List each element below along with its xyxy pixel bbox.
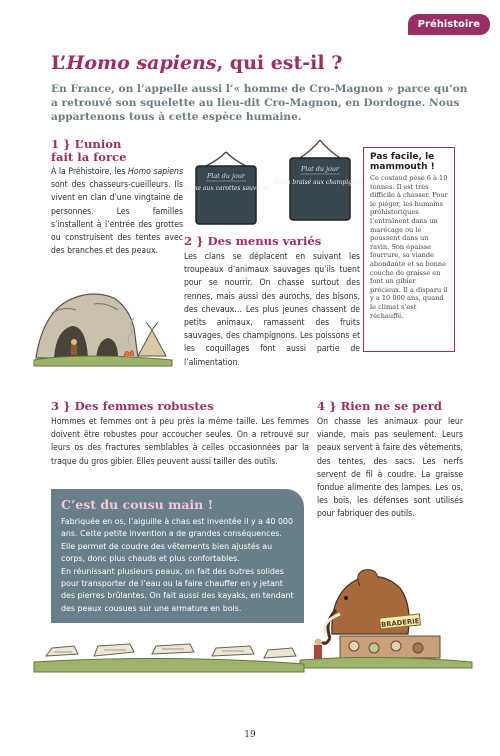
menu-board-1-line-1: Plat du jour bbox=[207, 172, 245, 180]
text-italic: Homo sapiens bbox=[128, 167, 183, 177]
mammoth-braderie-illustration bbox=[300, 564, 472, 670]
heading-line-1: 1 } L’union bbox=[51, 137, 122, 151]
section-text: Les clans se déplacent en suivant les troupeaux d’animaux sauvages qu’ils tuent pour se nourrir. On chasse surtout des rennes, mais aussi des aurochs, des bisons, des chevaux… Les plus jeunes chassent de petits animaux, ramassent des fruits sauvages, des champignons. Les poissons et les coquillages font aussi partie de l’alimentation. bbox=[184, 252, 360, 368]
title-prefix: L’ bbox=[51, 52, 67, 74]
section-text: On chasse les animaux pour leur viande, mais pas seulement. Leurs peaux servent à faire des vêtements, des tentes, des sacs. Les nerfs servent de fil à coudre. La graisse fondue alimente des lampes. Les os, les bois, les défenses sont utilisés pour fabriquer des outils. bbox=[317, 417, 463, 520]
title-italic: Homo sapiens bbox=[66, 52, 217, 74]
section-heading bbox=[51, 138, 183, 164]
heading-line-2: fait la force bbox=[51, 150, 127, 164]
box-text-2: En réunissant plusieurs peaux, on fait des outres solides pour transporter de l’eau ou la faire chauffer en y jetant des pierres brûlantes. On fait aussi des kayaks, en tendant des peaux cousues sur une armature en bois. bbox=[61, 566, 294, 613]
section-rien-ne-se-perd bbox=[317, 400, 463, 522]
mammoth-sidebar bbox=[363, 147, 455, 352]
section-text bbox=[51, 166, 183, 258]
text-after: sont des chasseurs-cueilleurs. Ils vivent en clan d’une vingtaine de personnes. Les familles s’installent à l’entrée des grottes ou construisent des tentes avec des branches et des peaux. bbox=[51, 180, 183, 257]
sidebar-text: Ce costaud pèse 6 à 10 tonnes. Il est très difficile à chasser. Pour le piéger, les humains préhistoriques l’entraînent dans un marécage ou le poussent dans un ravin. Son épaisse fourrure, sa viande abondante et sa bonne couche de graisse en font un gibier précieux. Il a disparu il y a 10 000 ans, quand le climat s’est réchauffé. bbox=[370, 174, 448, 320]
menu-board-1-line-2: Renne aux carottes sauvages bbox=[181, 185, 271, 192]
title-suffix: , qui est-il ? bbox=[216, 52, 343, 74]
section-tab: Préhistoire bbox=[408, 14, 490, 35]
page-title bbox=[51, 52, 342, 74]
section-text: Hommes et femmes ont à peu près la même taille. Les femmes doivent être robustes pour accoucher seules. On a retrouvé sur leurs os des fractures semblables à celles occasionnées par la traque du gros gibier. Elles peuvent aussi tailler des outils. bbox=[51, 417, 309, 467]
section-menus bbox=[184, 235, 360, 370]
section-femmes bbox=[51, 400, 309, 469]
bone-sorting-frieze bbox=[34, 622, 304, 674]
section-heading: 2 } Des menus variés bbox=[184, 234, 322, 248]
menu-board-2-line-1: Plat du jour bbox=[301, 165, 339, 173]
menu-board-renne bbox=[181, 150, 271, 232]
sidebar-title: Pas facile, le mammouth ! bbox=[370, 152, 435, 172]
page-number: 19 bbox=[244, 730, 256, 740]
sewing-info-box bbox=[51, 489, 304, 623]
box-text-1: Fabriquée en os, l’aiguille à chas est inventée il y a 40 000 ans. Cette petite invention a de grandes conséquences. Elle permet de coudre des vêtements bien ajustés au corps, donc plus chauds et plus confortables. bbox=[61, 517, 294, 564]
intro-paragraph: En France, on l’appelle aussi l’« homme de Cro-Magnon » parce qu’on a retrouvé son squelette au lieu-dit Cro-Magnon, en Dordogne. Nous appartenons tous à cette espèce humaine. bbox=[51, 83, 468, 123]
cave-camp-illustration bbox=[34, 268, 174, 368]
section-heading: 4 } Rien ne se perd bbox=[317, 399, 442, 413]
box-title: C’est du cousu main ! bbox=[61, 497, 214, 512]
menu-board-bison bbox=[273, 138, 367, 230]
shop-sign-text: BRADERIE bbox=[380, 617, 420, 629]
menu-board-2-line-2: Bison braisé aux champignons bbox=[273, 179, 367, 186]
section-union bbox=[51, 138, 183, 258]
section-heading: 3 } Des femmes robustes bbox=[51, 399, 214, 413]
text-before: À la Préhistoire, les bbox=[51, 167, 129, 177]
